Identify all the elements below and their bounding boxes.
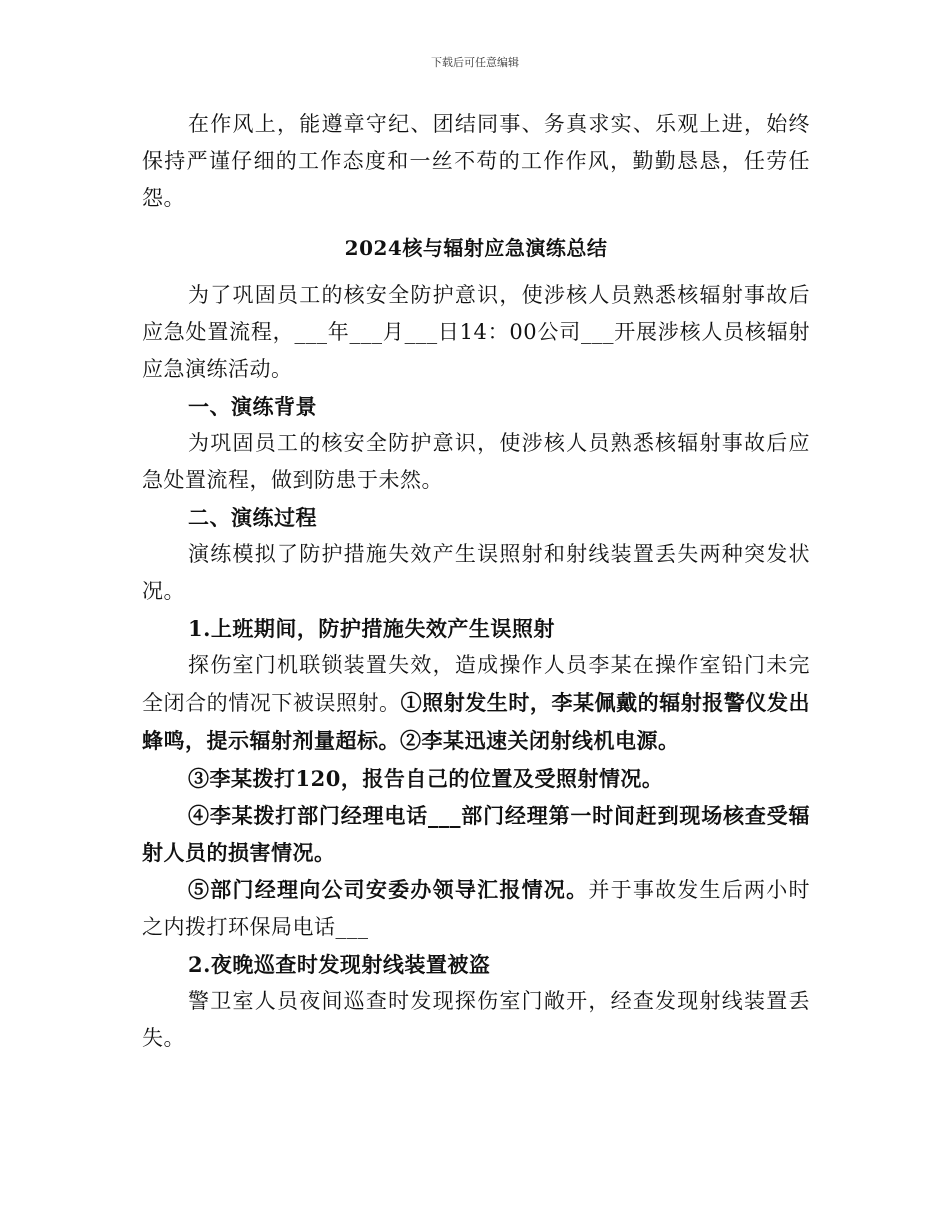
section-heading-process: 二、演练过程 bbox=[188, 505, 317, 530]
paragraph-misexposure bbox=[142, 647, 810, 760]
subsection-heading-theft: 2.夜晚巡查时发现射线装置被盗 bbox=[188, 952, 491, 977]
paragraph-background: 为巩固员工的核安全防护意识，使涉核人员熟悉核辐射事故后应急处置流程，做到防患于未然。 bbox=[142, 431, 810, 492]
paragraph-step-3: ③李某拨打120，报告自己的位置及受照射情况。 bbox=[188, 766, 664, 791]
paragraph-process: 演练模拟了防护措施失效产生误照射和射线装置丢失两种突发状况。 bbox=[142, 542, 810, 603]
document-title: 2024核与辐射应急演练总结 bbox=[344, 236, 608, 260]
paragraph-theft: 警卫室人员夜间巡查时发现探伤室门敞开，经查发现射线装置丢失。 bbox=[142, 989, 810, 1050]
step-5-bold: ⑤部门经理向公司安委办领导汇报情况。 bbox=[188, 877, 589, 902]
paragraph-intro: 为了巩固员工的核安全防护意识，使涉核人员熟悉核辐射事故后应急处置流程，___年___月___日14：00公司___开展涉核人员核辐射应急演练活动。 bbox=[142, 283, 810, 381]
paragraph-step-4: ④李某拨打部门经理电话___部门经理第一时间赶到现场核查受辐射人员的损害情况。 bbox=[142, 803, 810, 865]
paragraph-work-style: 在作风上，能遵章守纪、团结同事、务真求实、乐观上进，始终保持严谨仔细的工作态度和一丝不苟的工作作风，勤勤恳恳，任劳任怨。 bbox=[142, 112, 810, 210]
document-body bbox=[142, 106, 810, 1057]
misexposure-steps: ①照射发生时，李某佩戴的辐射报警仪发出蜂鸣，提示辐射剂量超标。②李某迅速关闭射线机电源。 bbox=[142, 690, 811, 753]
paragraph-step-5 bbox=[142, 871, 810, 946]
header-note: 下载后可任意编辑 bbox=[431, 56, 519, 69]
section-heading-background: 一、演练背景 bbox=[188, 394, 317, 419]
subsection-heading-misexposure: 1.上班期间，防护措施失效产生误照射 bbox=[188, 616, 555, 641]
misexposure-description: 探伤室门机联锁装置失效，造成操作人员李某在操作室铅门未完全闭合的情况下被误照射。 bbox=[142, 653, 810, 715]
step-5-normal: 并于事故发生后两小时之内拨打环保局电话___ bbox=[142, 878, 811, 939]
